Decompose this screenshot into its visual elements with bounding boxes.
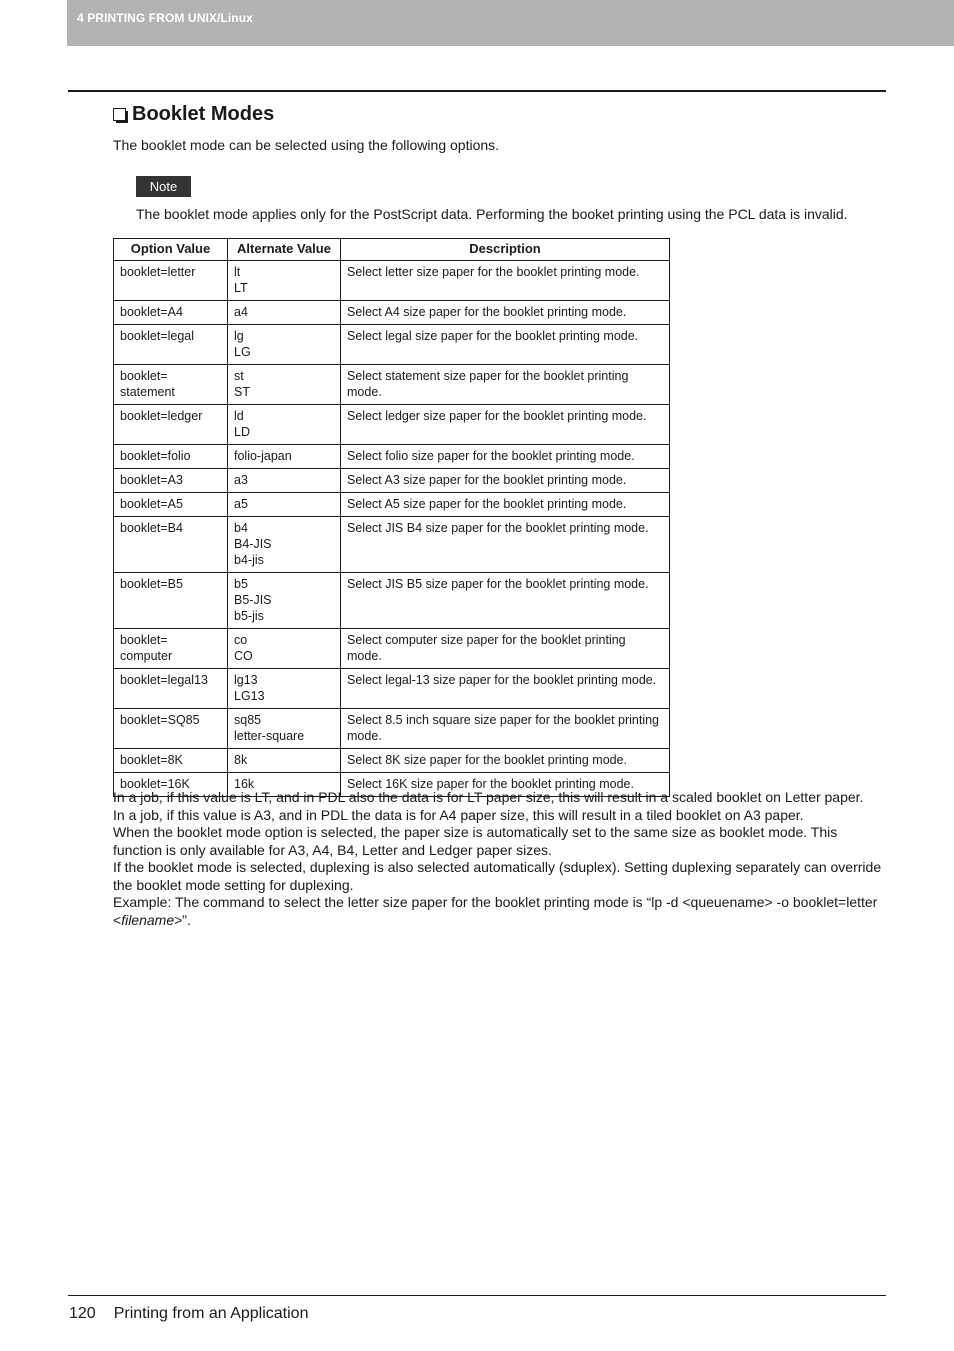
alternate-value-line: B5-JIS [234, 593, 272, 607]
option-value-line: booklet=8K [120, 753, 183, 767]
option-value-line: booklet=A5 [120, 497, 183, 511]
alternate-value-line: letter-square [234, 729, 305, 743]
table-row [114, 669, 670, 709]
option-value-line: booklet=folio [120, 449, 191, 463]
alternate-value-cell [228, 669, 341, 709]
description-cell: Select A5 size paper for the booklet printing mode. [341, 493, 670, 517]
alternate-value-cell [228, 325, 341, 365]
table-row [114, 469, 670, 493]
description-cell: Select A3 size paper for the booklet printing mode. [341, 469, 670, 493]
option-value-cell [114, 445, 228, 469]
alternate-value-line: lg [234, 329, 244, 343]
option-value-cell [114, 709, 228, 749]
option-value-line: computer [120, 649, 173, 663]
description-cell: Select legal size paper for the booklet printing mode. [341, 325, 670, 365]
option-value-cell [114, 325, 228, 365]
table-row [114, 445, 670, 469]
alternate-value-line: b4-jis [234, 553, 264, 567]
alternate-value-cell [228, 261, 341, 301]
alternate-value-line: a5 [234, 497, 248, 511]
alternate-value-line: LG13 [234, 689, 265, 703]
alternate-value-cell [228, 517, 341, 573]
option-value-line: booklet=B4 [120, 521, 183, 535]
table-row [114, 749, 670, 773]
alternate-value-line: b4 [234, 521, 248, 535]
alternate-value-line: LD [234, 425, 250, 439]
table-row [114, 365, 670, 405]
example-prefix: Example: The command to select the letter size paper for the booklet printing mode is “lp -d <queuename> -o booklet=letter < [113, 894, 878, 928]
alternate-value-cell [228, 573, 341, 629]
option-value-cell [114, 469, 228, 493]
option-value-cell [114, 629, 228, 669]
alternate-value-line: ST [234, 385, 250, 399]
description-cell: Select folio size paper for the booklet printing mode. [341, 445, 670, 469]
section-title-text: Booklet Modes [132, 103, 275, 125]
alternate-value-line: B4-JIS [234, 537, 272, 551]
description-cell: Select JIS B4 size paper for the booklet printing mode. [341, 517, 670, 573]
table-row [114, 325, 670, 365]
option-value-cell [114, 301, 228, 325]
alternate-value-cell [228, 445, 341, 469]
option-value-line: booklet=letter [120, 265, 196, 279]
option-value-cell [114, 261, 228, 301]
option-value-cell [114, 517, 228, 573]
table-row [114, 573, 670, 629]
option-value-cell [114, 493, 228, 517]
alternate-value-line: CO [234, 649, 253, 663]
paragraph-a3: In a job, if this value is A3, and in PDL the data is for A4 paper size, this will result in a tiled booklet on A3 paper. [113, 806, 804, 823]
alternate-value-line: b5 [234, 577, 248, 591]
checkbox-icon [113, 108, 126, 121]
description-cell: Select 16K size paper for the booklet printing mode. [341, 773, 670, 797]
description-cell: Select ledger size paper for the booklet printing mode. [341, 405, 670, 445]
alternate-value-line: 16k [234, 777, 255, 791]
page-number: 120 [69, 1305, 96, 1322]
alternate-value-line: st [234, 369, 244, 383]
alternate-value-cell [228, 365, 341, 405]
top-divider [68, 90, 886, 92]
option-value-line: booklet= [120, 369, 168, 383]
paragraph-example [113, 894, 888, 929]
description-cell: Select legal-13 size paper for the booklet printing mode. [341, 669, 670, 709]
alternate-value-cell [228, 469, 341, 493]
option-value-cell [114, 573, 228, 629]
note-text: The booklet mode applies only for the PostScript data. Performing the booket printing using the PCL data is invalid. [136, 206, 848, 222]
column-header-option: Option Value [114, 239, 228, 261]
footer-title: Printing from an Application [113, 1305, 309, 1322]
option-value-line: booklet=A4 [120, 305, 183, 319]
alternate-value-line: folio-japan [234, 449, 292, 463]
alternate-value-line: ld [234, 409, 244, 423]
option-value-cell [114, 365, 228, 405]
option-value-line: booklet=16K [120, 777, 190, 791]
alternate-value-line: lg13 [234, 673, 258, 687]
description-cell: Select JIS B5 size paper for the booklet printing mode. [341, 573, 670, 629]
option-value-line: booklet=SQ85 [120, 713, 200, 727]
alternate-value-cell [228, 405, 341, 445]
option-value-line: statement [120, 385, 175, 399]
alternate-value-line: 8k [234, 753, 248, 767]
option-value-cell [114, 749, 228, 773]
paragraph-paper-size: When the booklet mode option is selected, the paper size is automatically set to the same size as booklet mode. This function is only available for A3, A4, B4, Letter and Ledger paper sizes. [113, 824, 838, 858]
option-value-line: booklet=legal13 [120, 673, 208, 687]
paragraph-lt: In a job, if this value is LT, and in PDL also the data is for LT paper size, this will result in a scaled booklet on Letter paper. [113, 789, 864, 805]
column-header-alternate: Alternate Value [228, 239, 341, 261]
table-header-row [114, 239, 670, 261]
table-row [114, 709, 670, 749]
option-value-line: booklet= [120, 633, 168, 647]
description-cell: Select A4 size paper for the booklet printing mode. [341, 301, 670, 325]
table-row [114, 261, 670, 301]
alternate-value-line: LT [234, 281, 248, 295]
alternate-value-line: a3 [234, 473, 248, 487]
chapter-title: 4 PRINTING FROM UNIX/Linux [77, 11, 253, 25]
footer-divider [68, 1295, 886, 1296]
option-value-line: booklet=B5 [120, 577, 183, 591]
description-cell: Select 8K size paper for the booklet printing mode. [341, 749, 670, 773]
example-suffix: >”. [174, 911, 191, 928]
option-value-line: booklet=legal [120, 329, 195, 343]
booklet-options-table [113, 238, 670, 797]
option-value-cell [114, 405, 228, 445]
note-badge: Note [136, 176, 191, 197]
alternate-value-cell [228, 629, 341, 669]
alternate-value-cell [228, 301, 341, 325]
option-value-line: booklet=A3 [120, 473, 183, 487]
alternate-value-line: sq85 [234, 713, 262, 727]
paragraph-duplex: If the booklet mode is selected, duplexing is also selected automatically (sduplex). Setting duplexing separately can override the booklet mode setting for duplexing. [113, 859, 882, 893]
alternate-value-line: a4 [234, 305, 248, 319]
explanation-text [113, 789, 888, 929]
page-footer [69, 1305, 308, 1323]
alternate-value-line: LG [234, 345, 251, 359]
alternate-value-cell [228, 493, 341, 517]
table-row [114, 517, 670, 573]
table-row [114, 493, 670, 517]
alternate-value-line: co [234, 633, 248, 647]
alternate-value-line: lt [234, 265, 241, 279]
description-cell: Select computer size paper for the booklet printing mode. [341, 629, 670, 669]
description-cell: Select statement size paper for the booklet printing mode. [341, 365, 670, 405]
description-cell: Select 8.5 inch square size paper for the booklet printing mode. [341, 709, 670, 749]
table-row [114, 405, 670, 445]
intro-text: The booklet mode can be selected using the following options. [113, 137, 500, 153]
table-row [114, 301, 670, 325]
alternate-value-cell [228, 709, 341, 749]
option-value-cell [114, 669, 228, 709]
table-row [114, 629, 670, 669]
description-cell: Select letter size paper for the booklet printing mode. [341, 261, 670, 301]
alternate-value-line: b5-jis [234, 609, 264, 623]
column-header-description: Description [341, 239, 670, 261]
chapter-header-bar [67, 0, 954, 46]
alternate-value-cell [228, 749, 341, 773]
section-heading [113, 103, 274, 126]
option-value-line: booklet=ledger [120, 409, 203, 423]
example-filename: filename [121, 911, 175, 928]
